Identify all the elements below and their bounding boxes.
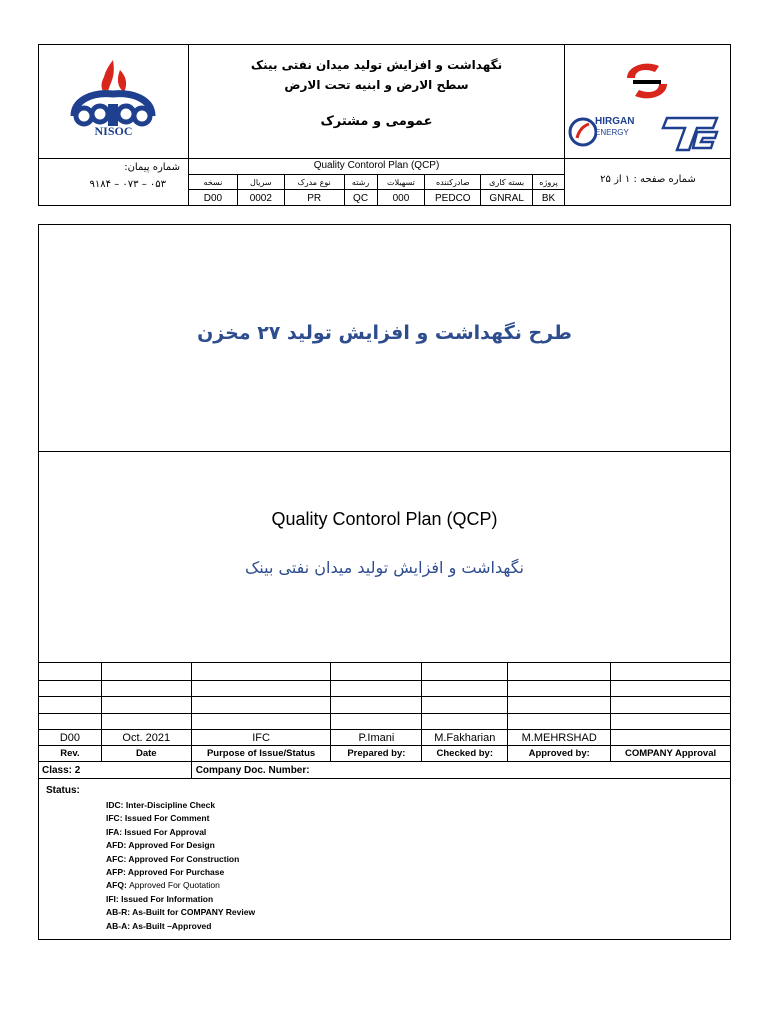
hirgan-name: HIRGAN: [595, 116, 635, 127]
list-item: AB-R: As-Built for COMPANY Review: [106, 907, 256, 918]
rev-header: Rev.: [39, 746, 102, 762]
doc-title-bar: Quality Contorol Plan (QCP): [189, 158, 565, 175]
code-label: سریال: [237, 175, 284, 189]
code-label: صادرکننده: [424, 175, 480, 189]
code-value: D00: [203, 192, 223, 204]
contract-number: ۰۵۳ – ۰۷۳ – ۹۱۸۴: [89, 179, 166, 190]
purpose-header: Purpose of Issue/Status: [191, 746, 331, 762]
date-value: Oct. 2021: [101, 730, 191, 746]
code-label: رشته: [344, 175, 377, 189]
checked-value: M.Fakharian: [422, 730, 508, 746]
revision-header-row: [39, 746, 731, 762]
list-item: AFP: Approved For Purchase: [106, 867, 225, 878]
list-item: AFD: Approved For Design: [106, 840, 215, 851]
list-item: IFC: Issued For Comment: [106, 813, 210, 824]
list-item: AB-A: As-Built –Approved: [106, 920, 212, 931]
afq-code: AFQ:: [106, 880, 130, 891]
status-list: [106, 799, 255, 933]
category-title: عمومی و مشترک: [320, 114, 433, 129]
class-label: Class: 2: [39, 762, 192, 779]
list-item: IDC: Inter-Discipline Check: [106, 800, 216, 810]
date-header: Date: [101, 746, 191, 762]
english-title: Quality Contorol Plan (QCP): [271, 509, 498, 529]
table-row: [39, 697, 731, 714]
nisoc-label: NISOC: [94, 124, 133, 138]
nisoc-logo-box: [38, 44, 189, 158]
persian-subtitle: نگهداشت و افزایش تولید میدان نفتی بینک: [244, 558, 525, 577]
code-label: نسخه: [203, 177, 223, 187]
list-item: IFA: Issued For Approval: [106, 826, 207, 837]
revision-table: [38, 662, 731, 779]
code-value: PEDCO: [424, 190, 480, 206]
hirgan-logo: [567, 112, 649, 152]
table-row: [39, 714, 731, 730]
afq-text: Approved For Quotation: [129, 880, 220, 891]
company-header: COMPANY Approval: [611, 746, 731, 762]
code-label: نوع مدرک: [284, 175, 344, 189]
company-value: [611, 730, 731, 746]
list-item: [106, 879, 255, 892]
prepared-value: P.Imani: [331, 730, 422, 746]
approved-value: M.MEHRSHAD: [508, 730, 611, 746]
prepared-header: Prepared by:: [331, 746, 422, 762]
project-title-line1: نگهداشت و افزایش تولید میدان نفتی بینک: [250, 58, 503, 72]
code-label: تسهیلات: [377, 175, 425, 189]
table-row: [39, 681, 731, 697]
checked-header: Checked by:: [422, 746, 508, 762]
hirgan-swoosh-icon: [567, 116, 597, 148]
code-value: BK: [532, 190, 564, 206]
code-values-row: [189, 190, 564, 206]
code-label: بسته کاری: [480, 175, 532, 189]
rev-value: D00: [39, 730, 102, 746]
divider: [38, 451, 731, 452]
company-logos: [565, 44, 731, 158]
company-doc-label: Company Doc. Number:: [191, 762, 730, 779]
code-value: 000: [377, 190, 425, 206]
code-value: QC: [344, 190, 377, 206]
purpose-value: IFC: [191, 730, 331, 746]
title-box: [189, 44, 565, 158]
code-label: پروژه: [532, 175, 564, 189]
revision-row: [39, 730, 731, 746]
code-value: GNRAL: [480, 190, 532, 206]
hirgan-sub: ENERGY: [595, 128, 629, 137]
code-value: PR: [284, 190, 344, 206]
code-value: 0002: [237, 190, 284, 206]
approved-header: Approved by:: [508, 746, 611, 762]
list-item: IFI: Issued For Information: [106, 893, 214, 904]
code-labels-row: [189, 175, 564, 190]
table-row: [39, 663, 731, 681]
contractor-logo-icon: [617, 58, 677, 108]
status-label: Status:: [46, 785, 80, 796]
te-logo-icon: [661, 114, 723, 154]
page-info: شماره صفحه : ۱ از ۲۵: [600, 174, 696, 185]
contract-box: [38, 158, 189, 206]
list-item: AFC: Approved For Construction: [106, 853, 240, 864]
project-title-line2: سطح الارض و ابنیه تحت الارض: [284, 78, 469, 92]
class-row: [39, 762, 731, 779]
contract-label: شماره پیمان:: [124, 162, 180, 173]
persian-title: طرح نگهداشت و افزایش تولید ۲۷ مخزن: [197, 322, 572, 344]
code-table: [189, 175, 565, 206]
